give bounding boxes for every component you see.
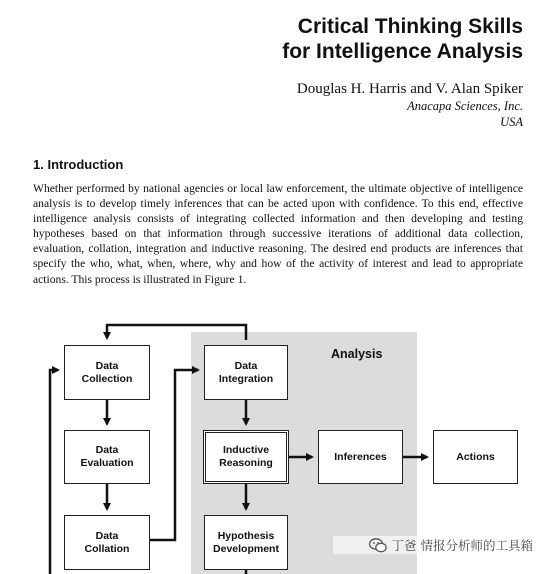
data-evaluation-box: Data Evaluation <box>64 430 150 484</box>
title-line-2: for Intelligence Analysis <box>282 40 523 63</box>
title-line-1: Critical Thinking Skills <box>297 15 523 38</box>
wechat-icon <box>369 538 387 553</box>
data-collation-box: Data Collation <box>64 515 150 570</box>
analysis-label: Analysis <box>331 347 383 361</box>
watermark <box>333 536 533 554</box>
arrow-feedback-to-collection <box>50 370 58 574</box>
paper-title <box>103 14 523 64</box>
authors: Douglas H. Harris and V. Alan Spiker <box>296 81 523 97</box>
arrow-integration-to-collection-loop <box>107 325 246 340</box>
data-integration-box: Data Integration <box>204 345 288 400</box>
intro-paragraph: Whether performed by national agencies or local law enforcement, the ultimate objective of intelligence analysis is to develop timely inferences that can be acted upon with confidence. To this end, effective intelligence analysis consists of integrating collected information and then developing and testing hypotheses based on that information through successive iterations of additional data collection, evaluation, collation, integration and inductive reasoning. The desired end products are inferences that specify the who, what, when, where, why and how of the activity of interest and lead to appropriate actions. This process is illustrated in Figure 1. <box>33 182 523 286</box>
arrow-collation-to-integration <box>150 370 198 540</box>
actions-box: Actions <box>433 430 518 484</box>
affiliation-org: Anacapa Sciences, Inc. <box>407 99 523 113</box>
inductive-reasoning-box: Inductive Reasoning <box>203 430 289 484</box>
affiliation <box>103 98 523 130</box>
inferences-box: Inferences <box>318 430 403 484</box>
watermark-text: 丁爸 情报分析师的工具箱 <box>391 538 533 553</box>
section-heading: 1. Introduction <box>33 157 124 172</box>
hypothesis-development-box: Hypothesis Development <box>204 515 288 570</box>
affiliation-country: USA <box>500 115 523 129</box>
data-collection-box: Data Collection <box>64 345 150 400</box>
